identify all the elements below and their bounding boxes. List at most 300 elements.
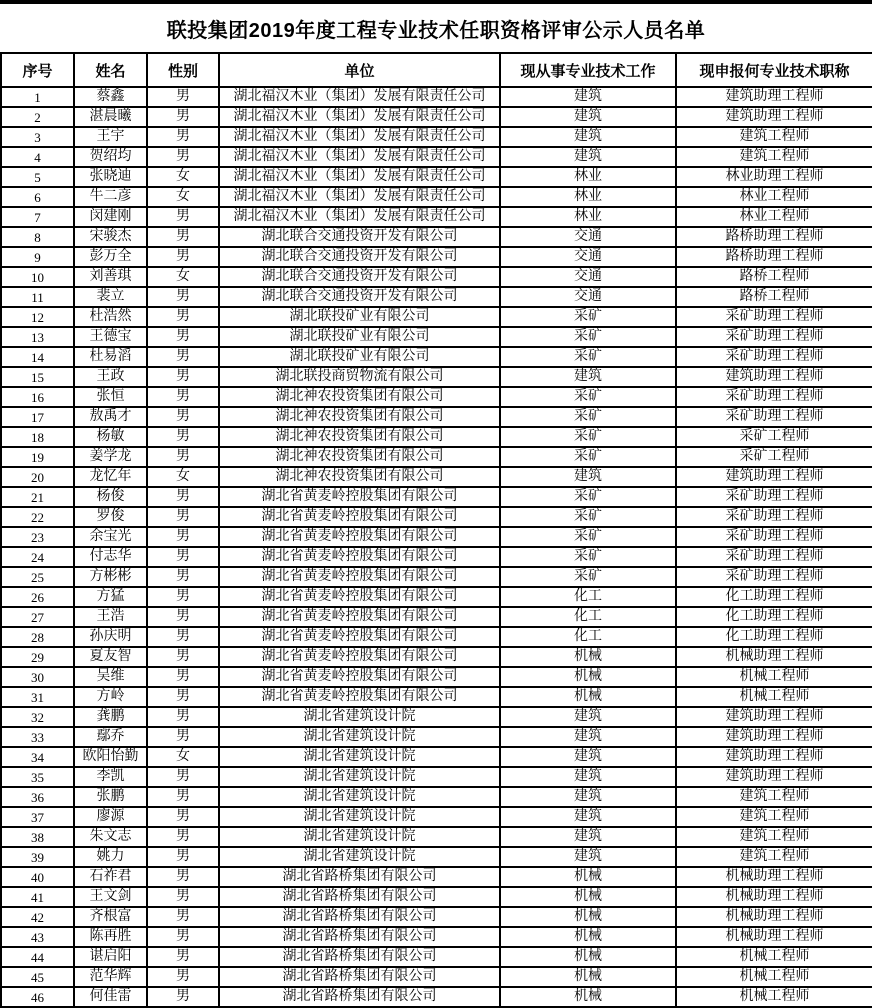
- cell-gender: 男: [147, 147, 219, 167]
- cell-name: 湛晨曦: [74, 107, 147, 127]
- cell-current-field: 机械: [500, 907, 676, 927]
- cell-name: 贺绍均: [74, 147, 147, 167]
- cell-unit: 湖北省黄麦岭控股集团有限公司: [219, 607, 500, 627]
- cell-name: 王德宝: [74, 327, 147, 347]
- cell-gender: 男: [147, 787, 219, 807]
- cell-name: 张恒: [74, 387, 147, 407]
- cell-seq: 24: [1, 547, 74, 567]
- cell-seq: 32: [1, 707, 74, 727]
- cell-gender: 男: [147, 647, 219, 667]
- cell-applied-title: 建筑助理工程师: [676, 467, 872, 487]
- cell-name: 张鹏: [74, 787, 147, 807]
- cell-gender: 男: [147, 967, 219, 987]
- cell-applied-title: 机械工程师: [676, 987, 872, 1007]
- cell-name: 陈再胜: [74, 927, 147, 947]
- cell-gender: 男: [147, 347, 219, 367]
- cell-applied-title: 建筑助理工程师: [676, 87, 872, 107]
- cell-current-field: 机械: [500, 647, 676, 667]
- column-header-gender: 性别: [147, 53, 219, 87]
- cell-gender: 男: [147, 867, 219, 887]
- table-row: [1, 487, 872, 507]
- cell-unit: 湖北神农投资集团有限公司: [219, 447, 500, 467]
- cell-seq: 38: [1, 827, 74, 847]
- cell-current-field: 机械: [500, 887, 676, 907]
- cell-current-field: 交通: [500, 267, 676, 287]
- cell-unit: 湖北福汉木业（集团）发展有限责任公司: [219, 147, 500, 167]
- cell-seq: 41: [1, 887, 74, 907]
- cell-current-field: 采矿: [500, 407, 676, 427]
- cell-unit: 湖北省路桥集团有限公司: [219, 967, 500, 987]
- cell-seq: 7: [1, 207, 74, 227]
- cell-seq: 36: [1, 787, 74, 807]
- cell-name: 王政: [74, 367, 147, 387]
- cell-seq: 23: [1, 527, 74, 547]
- cell-seq: 46: [1, 987, 74, 1007]
- cell-applied-title: 化工助理工程师: [676, 587, 872, 607]
- cell-name: 范华辉: [74, 967, 147, 987]
- cell-current-field: 采矿: [500, 347, 676, 367]
- cell-seq: 9: [1, 247, 74, 267]
- cell-name: 朱文志: [74, 827, 147, 847]
- cell-gender: 男: [147, 807, 219, 827]
- table-row: [1, 367, 872, 387]
- cell-name: 方猛: [74, 587, 147, 607]
- cell-applied-title: 建筑工程师: [676, 847, 872, 867]
- cell-unit: 湖北省路桥集团有限公司: [219, 887, 500, 907]
- cell-seq: 40: [1, 867, 74, 887]
- cell-applied-title: 机械助理工程师: [676, 927, 872, 947]
- cell-seq: 18: [1, 427, 74, 447]
- cell-gender: 男: [147, 327, 219, 347]
- cell-seq: 10: [1, 267, 74, 287]
- cell-name: 杜浩然: [74, 307, 147, 327]
- cell-current-field: 建筑: [500, 827, 676, 847]
- cell-applied-title: 建筑工程师: [676, 827, 872, 847]
- cell-gender: 女: [147, 467, 219, 487]
- cell-applied-title: 路桥工程师: [676, 267, 872, 287]
- cell-applied-title: 采矿助理工程师: [676, 307, 872, 327]
- cell-seq: 15: [1, 367, 74, 387]
- cell-unit: 湖北省黄麦岭控股集团有限公司: [219, 647, 500, 667]
- cell-current-field: 采矿: [500, 507, 676, 527]
- cell-seq: 11: [1, 287, 74, 307]
- cell-seq: 16: [1, 387, 74, 407]
- cell-applied-title: 建筑助理工程师: [676, 727, 872, 747]
- cell-unit: 湖北神农投资集团有限公司: [219, 427, 500, 447]
- table-row: [1, 427, 872, 447]
- cell-current-field: 机械: [500, 927, 676, 947]
- cell-seq: 42: [1, 907, 74, 927]
- cell-seq: 25: [1, 567, 74, 587]
- cell-applied-title: 采矿工程师: [676, 447, 872, 467]
- table-row: [1, 927, 872, 947]
- cell-applied-title: 建筑助理工程师: [676, 107, 872, 127]
- table-row: [1, 967, 872, 987]
- cell-unit: 湖北省黄麦岭控股集团有限公司: [219, 627, 500, 647]
- cell-applied-title: 建筑助理工程师: [676, 367, 872, 387]
- cell-applied-title: 采矿助理工程师: [676, 407, 872, 427]
- cell-current-field: 化工: [500, 587, 676, 607]
- table-header: [1, 53, 872, 87]
- cell-seq: 39: [1, 847, 74, 867]
- cell-name: 闵建刚: [74, 207, 147, 227]
- cell-current-field: 建筑: [500, 367, 676, 387]
- cell-gender: 男: [147, 627, 219, 647]
- column-header-unit: 单位: [219, 53, 500, 87]
- table-row: [1, 587, 872, 607]
- cell-unit: 湖北联投矿业有限公司: [219, 307, 500, 327]
- cell-applied-title: 林业工程师: [676, 207, 872, 227]
- cell-name: 裴立: [74, 287, 147, 307]
- cell-name: 方彬彬: [74, 567, 147, 587]
- cell-current-field: 化工: [500, 607, 676, 627]
- cell-unit: 湖北联合交通投资开发有限公司: [219, 267, 500, 287]
- cell-gender: 男: [147, 767, 219, 787]
- cell-name: 蔡鑫: [74, 87, 147, 107]
- cell-current-field: 采矿: [500, 527, 676, 547]
- cell-seq: 33: [1, 727, 74, 747]
- table-row: [1, 467, 872, 487]
- cell-unit: 湖北省建筑设计院: [219, 727, 500, 747]
- cell-gender: 男: [147, 947, 219, 967]
- column-header-applied-title: 现申报何专业技术职称: [676, 53, 872, 87]
- cell-applied-title: 建筑工程师: [676, 787, 872, 807]
- cell-name: 方岭: [74, 687, 147, 707]
- column-header-current-field: 现从事专业技术工作: [500, 53, 676, 87]
- cell-gender: 男: [147, 227, 219, 247]
- cell-seq: 34: [1, 747, 74, 767]
- cell-seq: 1: [1, 87, 74, 107]
- cell-name: 欧阳怡勤: [74, 747, 147, 767]
- cell-current-field: 交通: [500, 287, 676, 307]
- cell-applied-title: 机械工程师: [676, 687, 872, 707]
- title-area: [0, 4, 872, 52]
- cell-unit: 湖北神农投资集团有限公司: [219, 467, 500, 487]
- cell-applied-title: 建筑助理工程师: [676, 767, 872, 787]
- cell-unit: 湖北神农投资集团有限公司: [219, 407, 500, 427]
- cell-seq: 44: [1, 947, 74, 967]
- cell-applied-title: 建筑助理工程师: [676, 747, 872, 767]
- cell-unit: 湖北省路桥集团有限公司: [219, 947, 500, 967]
- cell-unit: 湖北福汉木业（集团）发展有限责任公司: [219, 107, 500, 127]
- table-row: [1, 407, 872, 427]
- cell-applied-title: 林业工程师: [676, 187, 872, 207]
- cell-name: 敖禹才: [74, 407, 147, 427]
- cell-seq: 43: [1, 927, 74, 947]
- cell-applied-title: 路桥工程师: [676, 287, 872, 307]
- cell-current-field: 林业: [500, 167, 676, 187]
- table-row: [1, 907, 872, 927]
- table-row: [1, 287, 872, 307]
- column-header-name: 姓名: [74, 53, 147, 87]
- cell-current-field: 建筑: [500, 727, 676, 747]
- cell-applied-title: 机械助理工程师: [676, 867, 872, 887]
- cell-name: 杨俊: [74, 487, 147, 507]
- cell-current-field: 采矿: [500, 427, 676, 447]
- table-row: [1, 147, 872, 167]
- table-row: [1, 307, 872, 327]
- cell-name: 王宇: [74, 127, 147, 147]
- cell-unit: 湖北省建筑设计院: [219, 847, 500, 867]
- cell-applied-title: 采矿助理工程师: [676, 567, 872, 587]
- cell-name: 王文剑: [74, 887, 147, 907]
- cell-gender: 男: [147, 247, 219, 267]
- cell-unit: 湖北省建筑设计院: [219, 707, 500, 727]
- cell-unit: 湖北省黄麦岭控股集团有限公司: [219, 547, 500, 567]
- cell-name: 龚鹏: [74, 707, 147, 727]
- cell-current-field: 机械: [500, 687, 676, 707]
- cell-gender: 男: [147, 727, 219, 747]
- cell-gender: 男: [147, 887, 219, 907]
- cell-current-field: 交通: [500, 227, 676, 247]
- cell-unit: 湖北福汉木业（集团）发展有限责任公司: [219, 167, 500, 187]
- cell-name: 鄢乔: [74, 727, 147, 747]
- cell-gender: 男: [147, 407, 219, 427]
- table-row: [1, 867, 872, 887]
- cell-name: 廖源: [74, 807, 147, 827]
- cell-gender: 男: [147, 547, 219, 567]
- table-row: [1, 727, 872, 747]
- cell-current-field: 建筑: [500, 107, 676, 127]
- cell-seq: 17: [1, 407, 74, 427]
- cell-applied-title: 建筑工程师: [676, 127, 872, 147]
- cell-applied-title: 路桥助理工程师: [676, 247, 872, 267]
- cell-gender: 女: [147, 167, 219, 187]
- cell-current-field: 建筑: [500, 807, 676, 827]
- table-row: [1, 187, 872, 207]
- cell-name: 谌启阳: [74, 947, 147, 967]
- cell-gender: 男: [147, 127, 219, 147]
- cell-name: 李凯: [74, 767, 147, 787]
- cell-name: 张晓迪: [74, 167, 147, 187]
- cell-applied-title: 采矿助理工程师: [676, 507, 872, 527]
- cell-name: 夏友智: [74, 647, 147, 667]
- cell-name: 宋骏杰: [74, 227, 147, 247]
- cell-unit: 湖北联投矿业有限公司: [219, 327, 500, 347]
- cell-seq: 5: [1, 167, 74, 187]
- cell-applied-title: 采矿助理工程师: [676, 327, 872, 347]
- table-row: [1, 807, 872, 827]
- cell-name: 杜易滔: [74, 347, 147, 367]
- cell-current-field: 建筑: [500, 147, 676, 167]
- cell-name: 姚力: [74, 847, 147, 867]
- cell-unit: 湖北省建筑设计院: [219, 827, 500, 847]
- cell-name: 何佳雷: [74, 987, 147, 1007]
- cell-current-field: 机械: [500, 867, 676, 887]
- cell-gender: 男: [147, 987, 219, 1007]
- cell-unit: 湖北联投矿业有限公司: [219, 347, 500, 367]
- cell-gender: 女: [147, 187, 219, 207]
- cell-unit: 湖北省黄麦岭控股集团有限公司: [219, 667, 500, 687]
- cell-name: 刘善琪: [74, 267, 147, 287]
- cell-applied-title: 化工助理工程师: [676, 607, 872, 627]
- table-row: [1, 947, 872, 967]
- cell-applied-title: 采矿助理工程师: [676, 487, 872, 507]
- cell-applied-title: 机械工程师: [676, 947, 872, 967]
- table-row: [1, 247, 872, 267]
- cell-gender: 男: [147, 487, 219, 507]
- cell-gender: 女: [147, 267, 219, 287]
- cell-name: 姜学龙: [74, 447, 147, 467]
- table-row: [1, 627, 872, 647]
- cell-seq: 8: [1, 227, 74, 247]
- cell-applied-title: 建筑工程师: [676, 807, 872, 827]
- cell-unit: 湖北联合交通投资开发有限公司: [219, 247, 500, 267]
- cell-name: 吴维: [74, 667, 147, 687]
- table-row: [1, 787, 872, 807]
- cell-unit: 湖北省路桥集团有限公司: [219, 867, 500, 887]
- cell-name: 齐根富: [74, 907, 147, 927]
- cell-unit: 湖北福汉木业（集团）发展有限责任公司: [219, 127, 500, 147]
- cell-gender: 男: [147, 287, 219, 307]
- cell-applied-title: 机械助理工程师: [676, 887, 872, 907]
- cell-current-field: 机械: [500, 987, 676, 1007]
- cell-current-field: 建筑: [500, 87, 676, 107]
- cell-seq: 13: [1, 327, 74, 347]
- table-row: [1, 987, 872, 1007]
- cell-unit: 湖北福汉木业（集团）发展有限责任公司: [219, 207, 500, 227]
- table-row: [1, 847, 872, 867]
- table-row: [1, 527, 872, 547]
- cell-seq: 21: [1, 487, 74, 507]
- cell-seq: 3: [1, 127, 74, 147]
- cell-current-field: 机械: [500, 667, 676, 687]
- cell-name: 余宝光: [74, 527, 147, 547]
- cell-name: 王浩: [74, 607, 147, 627]
- cell-gender: 男: [147, 527, 219, 547]
- cell-name: 杨敏: [74, 427, 147, 447]
- table-row: [1, 347, 872, 367]
- cell-seq: 6: [1, 187, 74, 207]
- cell-seq: 45: [1, 967, 74, 987]
- cell-seq: 28: [1, 627, 74, 647]
- cell-current-field: 林业: [500, 207, 676, 227]
- cell-current-field: 采矿: [500, 447, 676, 467]
- cell-unit: 湖北省建筑设计院: [219, 807, 500, 827]
- table-row: [1, 547, 872, 567]
- table-row: [1, 227, 872, 247]
- cell-gender: 男: [147, 567, 219, 587]
- cell-applied-title: 采矿助理工程师: [676, 387, 872, 407]
- personnel-table: [0, 52, 872, 1008]
- cell-gender: 男: [147, 307, 219, 327]
- cell-name: 石祚君: [74, 867, 147, 887]
- cell-seq: 30: [1, 667, 74, 687]
- cell-name: 彭万全: [74, 247, 147, 267]
- cell-unit: 湖北省建筑设计院: [219, 747, 500, 767]
- table-row: [1, 887, 872, 907]
- cell-unit: 湖北省路桥集团有限公司: [219, 987, 500, 1007]
- cell-unit: 湖北福汉木业（集团）发展有限责任公司: [219, 87, 500, 107]
- header-row: [1, 53, 872, 87]
- cell-gender: 男: [147, 667, 219, 687]
- cell-seq: 22: [1, 507, 74, 527]
- cell-unit: 湖北省黄麦岭控股集团有限公司: [219, 587, 500, 607]
- cell-applied-title: 机械助理工程师: [676, 647, 872, 667]
- cell-current-field: 机械: [500, 967, 676, 987]
- table-row: [1, 607, 872, 627]
- cell-current-field: 建筑: [500, 127, 676, 147]
- page-title: 联投集团2019年度工程专业技术任职资格评审公示人员名单: [166, 19, 706, 42]
- cell-unit: 湖北省黄麦岭控股集团有限公司: [219, 507, 500, 527]
- table-row: [1, 827, 872, 847]
- cell-seq: 26: [1, 587, 74, 607]
- cell-current-field: 建筑: [500, 767, 676, 787]
- cell-gender: 女: [147, 747, 219, 767]
- cell-unit: 湖北联合交通投资开发有限公司: [219, 287, 500, 307]
- cell-seq: 37: [1, 807, 74, 827]
- cell-applied-title: 采矿助理工程师: [676, 527, 872, 547]
- cell-unit: 湖北省黄麦岭控股集团有限公司: [219, 567, 500, 587]
- cell-name: 孙庆明: [74, 627, 147, 647]
- table-row: [1, 747, 872, 767]
- cell-unit: 湖北省黄麦岭控股集团有限公司: [219, 527, 500, 547]
- table-row: [1, 387, 872, 407]
- table-row: [1, 687, 872, 707]
- cell-applied-title: 建筑工程师: [676, 147, 872, 167]
- cell-current-field: 化工: [500, 627, 676, 647]
- cell-gender: 男: [147, 907, 219, 927]
- cell-seq: 14: [1, 347, 74, 367]
- cell-name: 付志华: [74, 547, 147, 567]
- cell-current-field: 机械: [500, 947, 676, 967]
- cell-gender: 男: [147, 827, 219, 847]
- cell-applied-title: 机械助理工程师: [676, 907, 872, 927]
- table-row: [1, 87, 872, 107]
- cell-applied-title: 化工助理工程师: [676, 627, 872, 647]
- cell-gender: 男: [147, 367, 219, 387]
- table-row: [1, 707, 872, 727]
- cell-unit: 湖北联投商贸物流有限公司: [219, 367, 500, 387]
- table-row: [1, 667, 872, 687]
- cell-gender: 男: [147, 927, 219, 947]
- table-row: [1, 447, 872, 467]
- cell-seq: 35: [1, 767, 74, 787]
- cell-unit: 湖北省路桥集团有限公司: [219, 907, 500, 927]
- cell-current-field: 采矿: [500, 327, 676, 347]
- cell-applied-title: 机械工程师: [676, 667, 872, 687]
- cell-gender: 男: [147, 427, 219, 447]
- cell-name: 罗俊: [74, 507, 147, 527]
- cell-unit: 湖北联合交通投资开发有限公司: [219, 227, 500, 247]
- cell-seq: 27: [1, 607, 74, 627]
- cell-current-field: 采矿: [500, 307, 676, 327]
- cell-gender: 男: [147, 447, 219, 467]
- cell-seq: 31: [1, 687, 74, 707]
- table-body: [1, 87, 872, 1007]
- cell-current-field: 采矿: [500, 567, 676, 587]
- cell-unit: 湖北省黄麦岭控股集团有限公司: [219, 487, 500, 507]
- table-row: [1, 507, 872, 527]
- cell-gender: 男: [147, 507, 219, 527]
- cell-current-field: 采矿: [500, 547, 676, 567]
- cell-current-field: 采矿: [500, 487, 676, 507]
- cell-current-field: 建筑: [500, 787, 676, 807]
- cell-gender: 男: [147, 607, 219, 627]
- table-row: [1, 567, 872, 587]
- table-row: [1, 207, 872, 227]
- cell-unit: 湖北省路桥集团有限公司: [219, 927, 500, 947]
- table-row: [1, 167, 872, 187]
- cell-gender: 男: [147, 687, 219, 707]
- cell-unit: 湖北神农投资集团有限公司: [219, 387, 500, 407]
- cell-current-field: 林业: [500, 187, 676, 207]
- cell-unit: 湖北省建筑设计院: [219, 767, 500, 787]
- cell-gender: 男: [147, 107, 219, 127]
- cell-gender: 男: [147, 207, 219, 227]
- cell-current-field: 建筑: [500, 467, 676, 487]
- column-header-seq: 序号: [1, 53, 74, 87]
